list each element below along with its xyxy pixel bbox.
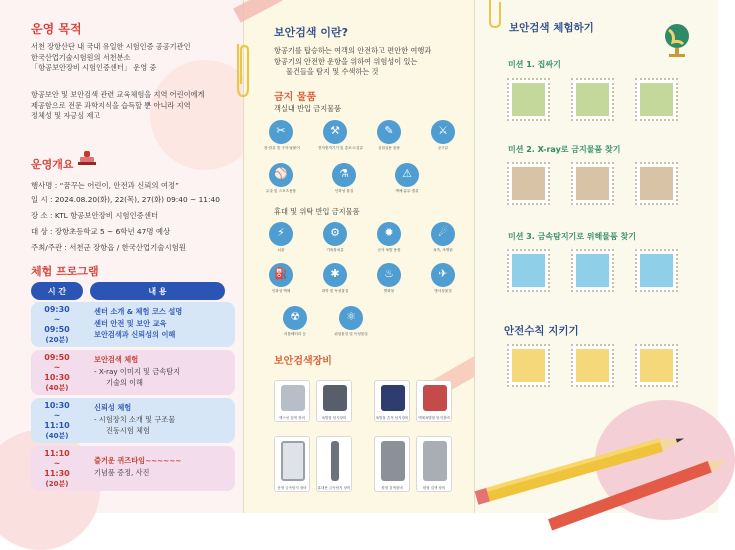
stamp-slot[interactable] — [571, 344, 614, 387]
sports-icon: ⚾ — [274, 167, 288, 180]
stamp-slot[interactable] — [635, 249, 678, 292]
equipment-card: 액체폭발물 탐지장비 — [416, 380, 452, 422]
firework-icon: ☄ — [438, 226, 448, 239]
radiation-icon: ☢ — [290, 310, 300, 323]
banned-item: ⚾ 무술 및 스포츠용품 — [264, 163, 298, 194]
chemical-icon: ✱ — [330, 267, 340, 280]
panel-purpose — [0, 0, 243, 513]
explosive-detector-icon — [323, 385, 347, 411]
stamp-slot[interactable] — [507, 78, 550, 121]
banned-item: ✱ 화학 및 독성물질 — [318, 263, 352, 294]
stamp-slot[interactable] — [571, 162, 614, 205]
schedule-row: 09:30 ~ 09:50 (20분) 센터 소개 & 체험 코스 설명 센터 안전 및 보안 교육 보안검색과 신뢰성의 이해 — [31, 302, 235, 347]
panel-security-check — [243, 0, 474, 513]
tape-deco — [233, 0, 285, 23]
banned-item: ☢ 리튬배터리 등 — [278, 306, 312, 337]
mission-3-title: 미션 3. 금속탐지기로 위해물품 찾기 — [508, 232, 636, 241]
banned-item: ⚔ 공구류 — [426, 120, 460, 151]
paperclip-icon — [232, 40, 254, 100]
banned-item: ⚙ 기폭장치류 — [318, 222, 352, 253]
equipment-card: 엑스선 검색 장비 — [274, 380, 310, 422]
tool-icon: ⚔ — [438, 124, 448, 137]
fuel-icon: ⛽ — [274, 267, 288, 280]
equipment-card: 휴대용 금속탐지 장비 — [316, 436, 352, 492]
banned-item: ⛽ 인화성 액체 — [264, 263, 298, 294]
info-datetime: 일 시 : 2024.08.20(화), 22(목), 27(화) 09:40 ~ 11:40 — [31, 195, 220, 204]
walkthrough-detector-icon — [281, 441, 305, 481]
banned-item: ✂ 창·칼류 및 구석·날붙이 — [264, 120, 298, 151]
subtitle-cabin: 객실내 반입 금지물품 — [274, 104, 342, 113]
banned-item: ⚗ 인화성 물질 — [327, 163, 361, 194]
section-title-what: 보안검색 이란? — [274, 26, 348, 39]
stamp-slot[interactable] — [507, 344, 550, 387]
blade-icon: ✂ — [276, 124, 286, 137]
stamp-slot[interactable] — [635, 162, 678, 205]
scanner-icon — [381, 441, 405, 481]
equipment-card: 폭발물 탐지장비 — [316, 380, 352, 422]
purpose-text: 서천 장항산단 내 국내 유일한 시험인증 공공기관인 한국산업기술시험원의 서천분소 「항공보안장비 시험인증센터」 운영 중 — [31, 42, 191, 73]
stamp-slot[interactable] — [571, 249, 614, 292]
banned-item: ⚒ 전자충격기기 및 총포·도검류 — [318, 120, 352, 151]
schedule-row: 11:10 ~ 11:30 (20분) 즐거운 퀴즈타임~~~~~~ 기념품 증정, 사진 — [31, 446, 235, 491]
section-title-program: 체험 프로그램 — [31, 265, 99, 278]
mission-2-title: 미션 2. X-ray로 금지물품 찾기 — [508, 145, 621, 154]
banned-item: ✎ 실험실용 물품 — [372, 120, 406, 151]
info-host: 주최/주관 : 서천군 장항읍 / 한국산업기술시험원 — [31, 243, 186, 252]
trace-detector-icon — [381, 385, 405, 411]
stamp-slot[interactable] — [635, 344, 678, 387]
equipment-card: 원형 검색장비 — [374, 436, 410, 492]
toxic-icon: ⚛ — [346, 310, 356, 323]
stamp-slot[interactable] — [571, 78, 614, 121]
banned-item: ✈ 방사성물질 — [426, 263, 460, 294]
equipment-card: 문형 금속탐지 장비 — [274, 436, 310, 492]
purpose-text: 항공보안 및 보안검색 관련 교육체험을 지역 어린이에게 제공함으로 전문 과학지식을 습득할 뿐 아니라 지역 정체성 및 자긍심 제고 — [31, 90, 205, 121]
what-text: 항공기를 탑승하는 여객의 안전하고 편안한 여행과 항공기의 안전한 운항을 위하여 위험성이 있는 물건들을 탐지 및 수색하는 것 — [274, 46, 432, 77]
equipment-card: 원형 검색 장비 — [416, 436, 452, 492]
section-title-banned: 금지 물품 — [274, 92, 317, 103]
equipment-card: 폭발물 흔적 탐지장비 — [374, 380, 410, 422]
spray-icon: ⚠ — [402, 167, 412, 180]
stamp-icon — [78, 150, 96, 164]
section-title-equipment: 보안검색장비 — [274, 356, 332, 367]
flammable-icon: ⚗ — [339, 167, 349, 180]
info-place: 장 소 : KTL 항공보안장비 시험인증센터 — [31, 211, 159, 220]
schedule-head-content: 내 용 — [90, 282, 225, 300]
pencil-icon — [535, 470, 735, 520]
schedule-head-time: 시 간 — [31, 282, 83, 300]
detonator-icon: ⚡ — [277, 226, 285, 239]
mission-1-title: 미션 1. 집싸기 — [508, 60, 561, 69]
banned-item: ⚡ 뇌관 — [264, 222, 298, 253]
weapon-icon: ⚒ — [330, 124, 340, 137]
banned-item: ♨ 발화물 — [372, 263, 406, 294]
globe-icon — [661, 20, 693, 60]
plane-icon: ✈ — [438, 267, 448, 280]
stamp-slot[interactable] — [507, 249, 550, 292]
xray-machine-icon — [281, 385, 305, 411]
handheld-detector-icon — [331, 441, 339, 481]
info-event-name: 행사명 : “꿈꾸는 어린이, 안전과 신뢰의 여정” — [31, 181, 179, 190]
subtitle-carry: 휴대 및 위탁 반입 금지물품 — [274, 207, 360, 216]
banned-item: ⚛ 위험물질 및 독성물질 — [334, 306, 368, 337]
info-target: 대 상 : 장항초등학교 5 ~ 6학년 47명 예상 — [31, 227, 171, 236]
lab-icon: ✎ — [384, 124, 394, 137]
paperclip-icon — [485, 0, 505, 30]
banned-item: ☄ 폭죽, 조명탄 — [426, 222, 460, 253]
section-title-safety: 안전수칙 지키기 — [504, 325, 579, 337]
schedule-row: 10:30 ~ 11:10 (40분) 신뢰성 체험 - 시험장치 소개 및 구조물 진동시험 체험 — [31, 398, 235, 443]
section-title-purpose: 운영 목적 — [31, 22, 82, 36]
banned-item: ⚠ 액체·분무·겔류 — [390, 163, 424, 194]
igniter-icon: ♨ — [384, 267, 394, 280]
section-title-overview: 운영개요 — [31, 158, 74, 171]
liquid-detector-icon — [423, 385, 447, 411]
trigger-icon: ⚙ — [330, 226, 340, 239]
banned-item: ✹ 군사 폭발 용품 — [372, 222, 406, 253]
grenade-icon: ✹ — [384, 226, 394, 239]
scanner-icon — [423, 441, 447, 481]
stamp-slot[interactable] — [635, 78, 678, 121]
section-title-experience: 보안검색 체험하기 — [509, 22, 594, 34]
stamp-slot[interactable] — [507, 162, 550, 205]
schedule-row: 09:50 ~ 10:30 (40분) 보안검색 체험 - X-ray 이미지 및 금속탐지 기술의 이해 — [31, 350, 235, 395]
